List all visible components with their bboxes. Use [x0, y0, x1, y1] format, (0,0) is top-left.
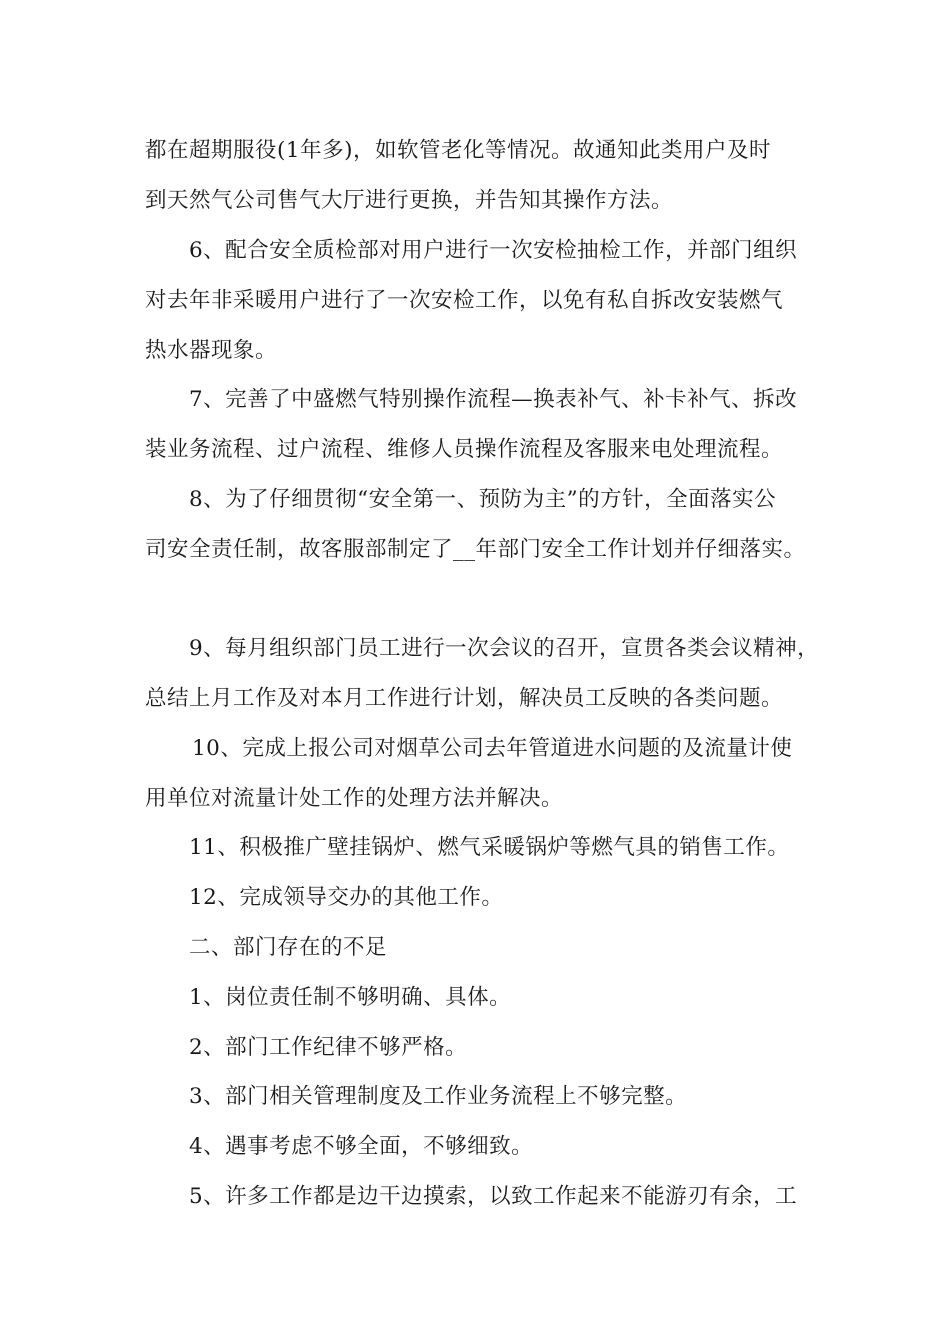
text-line: 总结上月工作及对本月工作进行计划，解决员工反映的各类问题。 [145, 686, 784, 711]
text-line: 5、许多工作都是边干边摸索，以致工作起来不能游刃有余，工 [189, 1184, 798, 1209]
text-line: 到天然气公司售气大厅进行更换，并告知其操作方法。 [145, 188, 674, 213]
text-line: 用单位对流量计处工作的处理方法并解决。 [145, 786, 564, 811]
text-line: 2、部门工作纪律不够严格。 [189, 1035, 468, 1060]
text-line: 12、完成领导交办的其他工作。 [189, 885, 504, 910]
text-line: 11、积极推广壁挂锅炉、燃气采暖锅炉等燃气具的销售工作。 [189, 835, 790, 860]
text-line: 3、部门相关管理制度及工作业务流程上不够完整。 [189, 1084, 688, 1109]
text-line: 对去年非采暖用户进行了一次安检工作，以免有私自拆改安装燃气 [145, 288, 784, 313]
text-line: 4、遇事考虑不够全面，不够细致。 [189, 1134, 534, 1159]
text-line: 司安全责任制，故客服部制定了__年部门安全工作计划并仔细落实。 [145, 537, 806, 562]
text-line: 热水器现象。 [145, 338, 278, 363]
text-line: 8、为了仔细贯彻“安全第一、预防为主”的方针，全面落实公 [189, 487, 777, 512]
text-line: 6、配合安全质检部对用户进行一次安检抽检工作，并部门组织 [189, 238, 798, 263]
text-line: 7、完善了中盛燃气特别操作流程—换表补气、补卡补气、拆改 [189, 387, 798, 412]
section-heading: 二、部门存在的不足 [189, 935, 388, 960]
text-line: 9、每月组织部门员工进行一次会议的召开，宣贯各类会议精神， [189, 636, 820, 661]
text-line: 10、完成上报公司对烟草公司去年管道进水问题的及流量计使 [192, 736, 793, 761]
text-line: 1、岗位责任制不够明确、具体。 [189, 985, 512, 1010]
text-line: 都在超期服役(1年多)，如软管老化等情况。故通知此类用户及时 [145, 138, 771, 163]
text-line: 装业务流程、过户流程、维修人员操作流程及客服来电处理流程。 [145, 437, 784, 462]
